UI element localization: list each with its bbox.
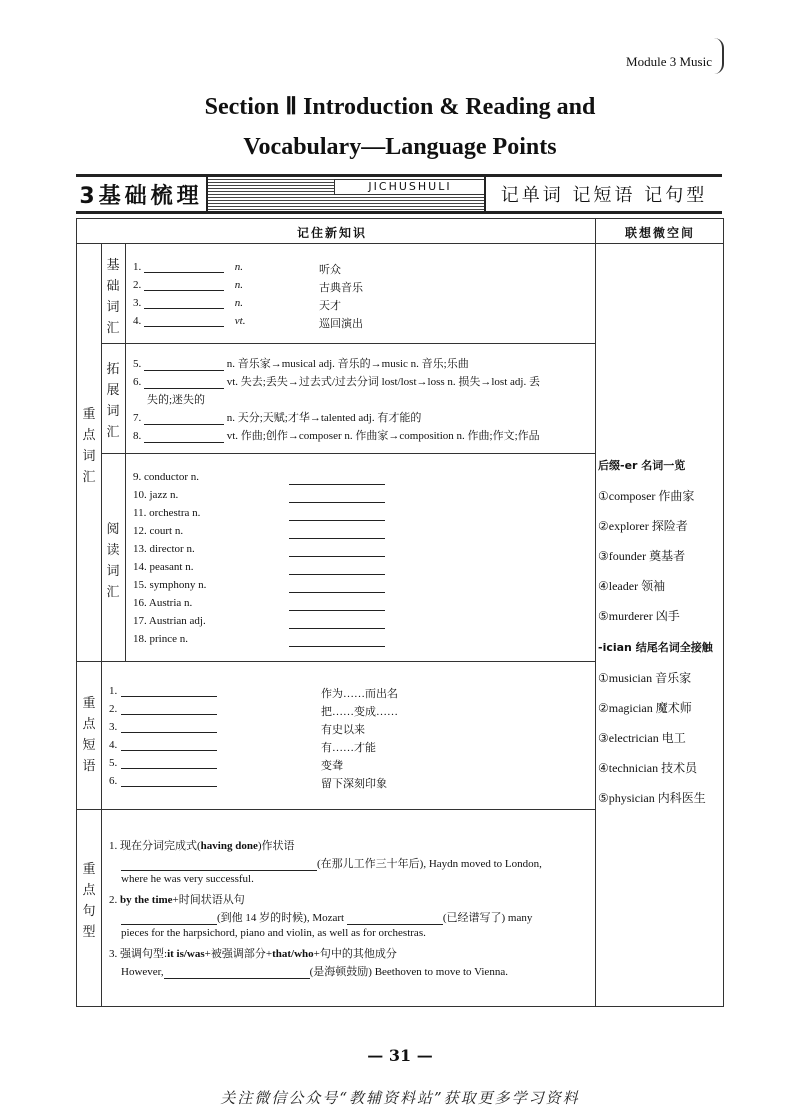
label-key-sentences: 重点句型 bbox=[82, 862, 96, 940]
sentence-3-line1: However, (是海顿鼓励) Beethoven to move to Vienna. bbox=[121, 966, 508, 978]
sentence-1-title: 1. 现在分词完成式(having done)作状语 bbox=[109, 840, 295, 852]
er-suffix-item-5: ⑤murderer 凶手 bbox=[598, 609, 680, 623]
column-header-main: 记住新知识 bbox=[297, 226, 368, 240]
phrase-6: 6. 留下深刻印象 bbox=[109, 775, 387, 790]
reading-word-10: 10. jazz n. bbox=[133, 489, 178, 501]
er-suffix-item-1: ①composer 作曲家 bbox=[598, 489, 695, 503]
label-extended-vocab: 拓展词汇 bbox=[106, 362, 120, 440]
er-suffix-item-3: ③founder 奠基者 bbox=[598, 549, 686, 563]
sentence-2-line2: pieces for the harpsichord, piano and violin, as well as for orchestras. bbox=[121, 927, 426, 939]
side-panel bbox=[598, 457, 716, 819]
banner-right-label: 记单词 记短语 记句型 bbox=[484, 177, 722, 211]
er-suffix-item-2: ②explorer 探险者 bbox=[598, 519, 688, 533]
phrase-4: 4. 有……才能 bbox=[109, 739, 376, 754]
sentence-3-title: 3. 强调句型:it is/was+被强调部分+that/who+句中的其他成分 bbox=[109, 948, 397, 960]
phrase-5: 5. 变聋 bbox=[109, 757, 343, 772]
sentence-1-line1: (在那儿工作三十年后), Haydn moved to London, bbox=[121, 855, 542, 871]
ician-suffix-item-3: ③electrician 电工 bbox=[598, 731, 686, 745]
er-suffix-item-4: ④leader 领袖 bbox=[598, 579, 666, 593]
label-key-vocabulary: 重点词汇 bbox=[82, 407, 96, 485]
section-banner bbox=[76, 174, 722, 214]
ician-suffix-title: -ician 结尾名词全接触 bbox=[598, 641, 713, 654]
extend-word-8: 8. vt. 作曲;创作→composer n. 作曲家→composition n. 作曲;作文;作品 bbox=[133, 430, 540, 442]
basic-word-4: 4. vt. 巡回演出 bbox=[133, 315, 363, 330]
extend-word-7: 7. n. 天分;天赋;才华→talented adj. 有才能的 bbox=[133, 412, 422, 424]
basic-word-1: 1. n. 听众 bbox=[133, 261, 341, 276]
phrase-3: 3. 有史以来 bbox=[109, 721, 365, 736]
label-key-phrases: 重点短语 bbox=[82, 696, 96, 774]
reading-word-9: 9. conductor n. bbox=[133, 471, 199, 483]
sentence-2-title: 2. by the time+时间状语从句 bbox=[109, 894, 245, 906]
ician-suffix-item-1: ①musician 音乐家 bbox=[598, 671, 692, 685]
phrase-2: 2. 把……变成…… bbox=[109, 703, 398, 718]
label-reading-vocab: 阅读词汇 bbox=[106, 522, 120, 600]
label-basic-vocab: 基础词汇 bbox=[106, 258, 120, 336]
reading-word-12: 12. court n. bbox=[133, 525, 183, 537]
reading-word-13: 13. director n. bbox=[133, 543, 195, 555]
ician-suffix-item-4: ④technician 技术员 bbox=[598, 761, 698, 775]
reading-word-16: 16. Austria n. bbox=[133, 597, 192, 609]
footer-note: 关注微信公众号“教辅资料站”获取更多学习资料 bbox=[220, 1089, 580, 1107]
phrase-1: 1. 作为……而出名 bbox=[109, 685, 398, 700]
page-number: — 31 — bbox=[367, 1046, 433, 1065]
column-header-side: 联想微空间 bbox=[625, 226, 696, 240]
ician-suffix-item-5: ⑤physician 内科医生 bbox=[598, 791, 706, 805]
sentence-2-line1: (到他 14 岁的时候), Mozart (已经谱写了) many bbox=[121, 909, 532, 925]
basic-word-3: 3. n. 天才 bbox=[133, 297, 341, 312]
extend-word-6-cont: 失的;迷失的 bbox=[147, 394, 206, 406]
extend-word-5: 5. n. 音乐家→musical adj. 音乐的→music n. 音乐;乐曲 bbox=[133, 358, 469, 370]
banner-pinyin: JICHUSHULI bbox=[334, 179, 486, 195]
header-curve-decoration bbox=[714, 38, 724, 74]
section-title-line2: Vocabulary—Language Points bbox=[243, 134, 557, 160]
reading-word-11: 11. orchestra n. bbox=[133, 507, 200, 519]
ician-suffix-item-2: ②magician 魔术师 bbox=[598, 701, 692, 715]
basic-word-2: 2. n. 古典音乐 bbox=[133, 279, 363, 294]
reading-word-17: 17. Austrian adj. bbox=[133, 615, 206, 627]
sentence-1-line2: where he was very successful. bbox=[121, 873, 254, 885]
section-title-line1: Section Ⅱ Introduction & Reading and bbox=[204, 94, 596, 120]
reading-word-15: 15. symphony n. bbox=[133, 579, 206, 591]
extend-word-6: 6. vt. 失去;丢失→过去式/过去分词 lost/lost→loss n. 损失→lost adj. 丢 bbox=[133, 376, 540, 388]
er-suffix-title: 后缀-er 名词一览 bbox=[598, 459, 686, 472]
banner-left-label: 3基础梳理 bbox=[76, 177, 208, 211]
module-header: Module 3 Music bbox=[626, 54, 712, 69]
reading-word-18: 18. prince n. bbox=[133, 633, 188, 645]
reading-word-14: 14. peasant n. bbox=[133, 561, 193, 573]
